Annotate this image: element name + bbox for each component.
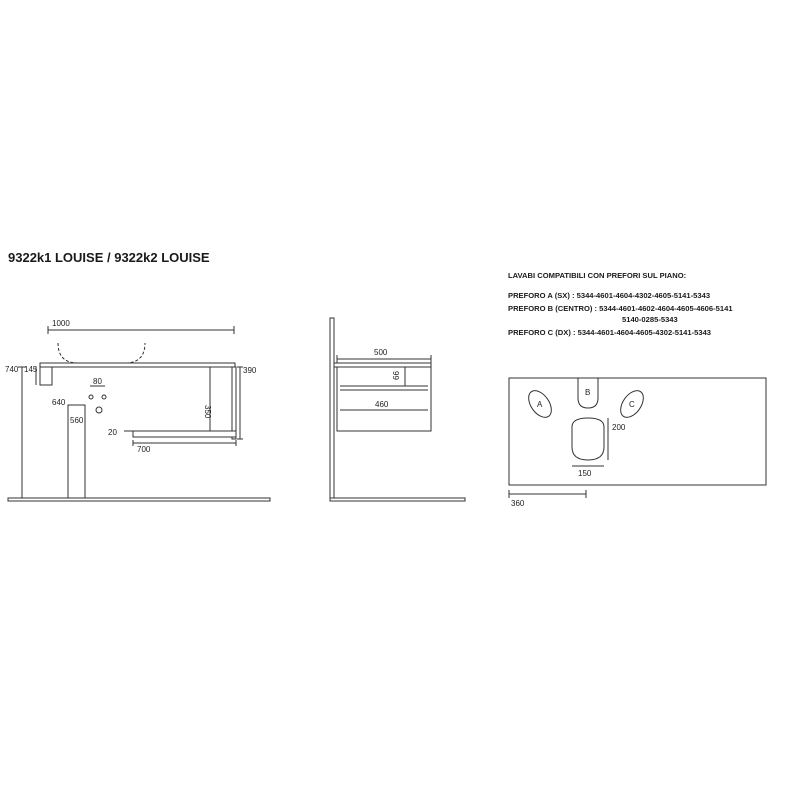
label-basin-height: 200 bbox=[612, 423, 626, 432]
label-side-drawer: 99 bbox=[391, 371, 400, 380]
front-shelf bbox=[133, 431, 236, 437]
preforo-b-line: PREFORO B (CENTRO) : 5344-4601-4602-4604-4605-4606-5141 bbox=[508, 304, 733, 314]
label-side-inner: 460 bbox=[375, 400, 389, 409]
label-front-right: 390 bbox=[243, 366, 257, 375]
front-water-hole-1 bbox=[89, 395, 93, 399]
label-preforo-a: A bbox=[537, 400, 543, 409]
label-hole-upper: 640 bbox=[52, 398, 66, 407]
front-view bbox=[8, 326, 270, 501]
front-water-hole-2 bbox=[102, 395, 106, 399]
front-basin-outline bbox=[58, 343, 145, 363]
top-countertop-outline bbox=[509, 378, 766, 485]
front-width-dimension bbox=[48, 326, 234, 334]
label-front-height: 740 bbox=[5, 365, 19, 374]
top-view bbox=[509, 378, 766, 498]
label-front-shelf: 350 bbox=[203, 405, 212, 419]
label-front-base: 700 bbox=[137, 445, 151, 454]
side-countertop bbox=[334, 363, 431, 367]
label-top-offset: 360 bbox=[511, 499, 525, 508]
side-wall bbox=[330, 318, 334, 501]
preforo-b-continuation: 5140-0285-5343 bbox=[622, 314, 678, 324]
label-hole-spacing: 80 bbox=[93, 377, 102, 386]
front-right-frame bbox=[232, 367, 236, 439]
top-basin-drain-outline bbox=[572, 418, 604, 460]
side-cabinet bbox=[337, 367, 431, 431]
drawing-title: 9322k1 LOUISE / 9322k2 LOUISE bbox=[8, 250, 210, 265]
top-view-labels bbox=[511, 388, 635, 508]
front-left-leg bbox=[40, 367, 52, 385]
label-side-depth: 500 bbox=[374, 348, 388, 357]
front-water-hole-3 bbox=[96, 407, 102, 413]
front-floor bbox=[8, 498, 270, 501]
compat-heading: LAVABI COMPATIBILI CON PREFORI SUL PIANO: bbox=[508, 271, 687, 280]
label-front-gap: 20 bbox=[108, 428, 117, 437]
label-preforo-c: C bbox=[629, 400, 635, 409]
front-countertop bbox=[40, 363, 235, 367]
preforo-a-line: PREFORO A (SX) : 5344-4601-4604-4302-4605-5141-5343 bbox=[508, 290, 711, 300]
label-front-top: 145 bbox=[24, 365, 38, 374]
label-preforo-b: B bbox=[585, 388, 591, 397]
label-front-width: 1000 bbox=[52, 319, 70, 328]
side-view bbox=[330, 318, 465, 501]
label-hole-lower: 560 bbox=[70, 416, 84, 425]
preforo-c-line: PREFORO C (DX) : 5344-4601-4604-4605-4302-5141-5343 bbox=[508, 328, 712, 338]
side-floor bbox=[330, 498, 465, 501]
label-basin-width: 150 bbox=[578, 469, 592, 478]
